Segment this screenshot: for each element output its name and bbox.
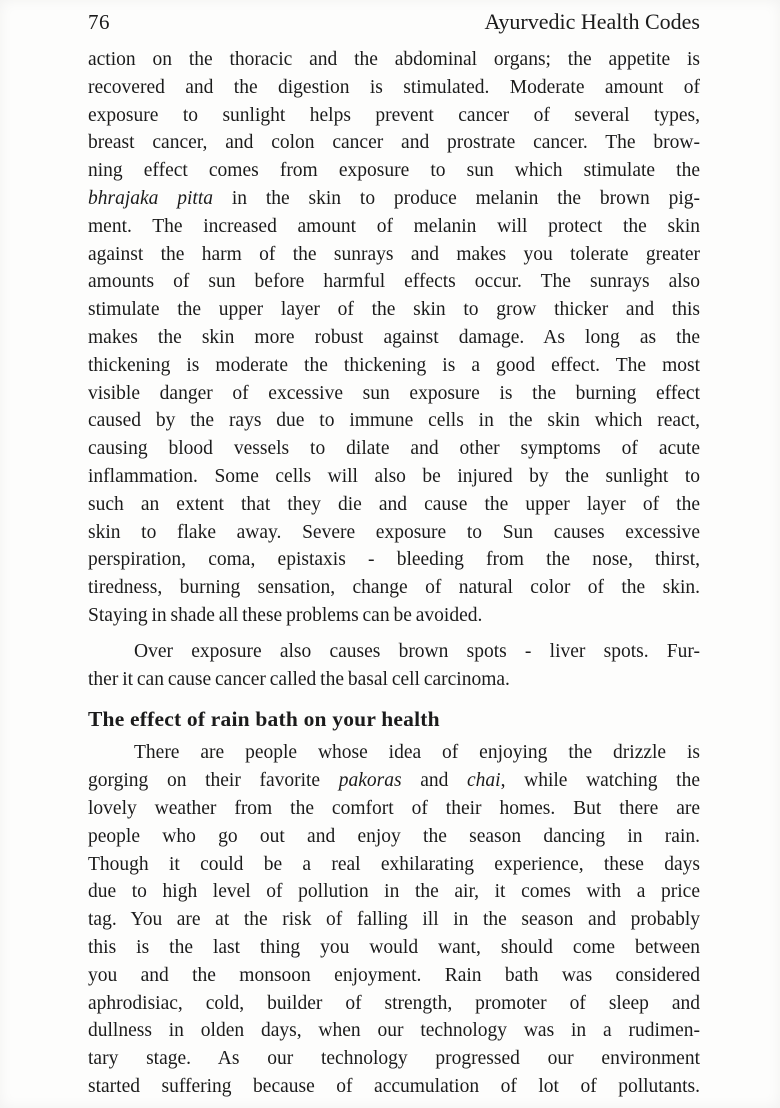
paragraph-over-exposure (88, 638, 700, 694)
text-line (88, 491, 700, 519)
text-run: gorging on their favorite (88, 770, 339, 792)
text-run: tag. You are at the risk of falling ill in the season and probably (88, 909, 700, 931)
text-line (88, 1017, 700, 1045)
text-line (88, 129, 700, 157)
text-run: exposure to sunlight helps prevent cancer of several types, (88, 104, 700, 126)
text-run: amounts of sun before harmful effects occur. The sunrays also (88, 271, 700, 293)
text-line (88, 666, 700, 694)
text-run: lovely weather from the comfort of their homes. But there are (88, 797, 700, 819)
text-run: tary stage. As our technology progressed our environment (88, 1048, 700, 1070)
text-line (88, 934, 700, 962)
text-run: makes the skin more robust against damage. As long as the (88, 326, 700, 348)
text-run: perspiration, coma, epistaxis - bleeding from the nose, thirst, (88, 549, 700, 571)
text-run: skin to flake away. Severe exposure to Sun causes excessive (88, 521, 700, 543)
text-run: aphrodisiac, cold, builder of strength, promoter of sleep and (88, 992, 700, 1014)
text-run: you and the monsoon enjoyment. Rain bath was considered (88, 964, 700, 986)
text-run: breast cancer, and colon cancer and prostrate cancer. The brow- (88, 132, 700, 154)
paragraph-rain-bath (88, 739, 700, 1100)
text-line (88, 739, 700, 767)
text-line (88, 268, 700, 296)
text-line (88, 878, 700, 906)
text-line (88, 851, 700, 879)
text-line (88, 638, 700, 666)
text-run: stimulate the upper layer of the skin to grow thicker and this (88, 299, 700, 321)
text-run: inflammation. Some cells will also be injured by the sunlight to (88, 465, 700, 487)
text-line (88, 795, 700, 823)
text-run: Staying in shade all these problems can be avoided. (88, 604, 483, 626)
text-line (88, 380, 700, 408)
text-line (88, 767, 700, 795)
text-line (88, 74, 700, 102)
text-line (88, 574, 700, 602)
text-line (88, 435, 700, 463)
text-run: causing blood vessels to dilate and other symptoms of acute (88, 438, 700, 460)
text-line (88, 407, 700, 435)
page-body (0, 35, 780, 1101)
running-title: Ayurvedic Health Codes (484, 9, 700, 34)
text-run: Though it could be a real exhilarating experience, these days (88, 853, 700, 875)
text-line (88, 602, 700, 630)
text-run: started suffering because of accumulation of lot of pollutants. (88, 1075, 700, 1097)
text-run: ther it can cause cancer called the basal cell carcinoma. (88, 668, 510, 690)
section-heading-rain-bath: The effect of rain bath on your health (88, 707, 440, 732)
page-number: 76 (88, 10, 110, 34)
text-run: caused by the rays due to immune cells in the skin which react, (88, 410, 700, 432)
text-run: against the harm of the sunrays and makes you tolerate greater (88, 243, 700, 265)
text-line (88, 157, 700, 185)
text-run: visible danger of excessive sun exposure is the burning effect (88, 382, 700, 404)
text-run: in the skin to produce melanin the brown pig- (213, 187, 700, 209)
text-line (88, 46, 700, 74)
text-line (88, 102, 700, 130)
text-line (88, 962, 700, 990)
text-run: recovered and the digestion is stimulated. Moderate amount of (88, 76, 700, 98)
text-run: and (401, 770, 468, 792)
text-line (88, 324, 700, 352)
text-line (88, 906, 700, 934)
text-line (88, 990, 700, 1018)
italic-term: pakoras (338, 770, 402, 792)
page-header (0, 0, 780, 35)
text-run: ning effect comes from exposure to sun which stimulate the (88, 160, 700, 182)
text-line (88, 296, 700, 324)
text-run: such an extent that they die and cause the upper layer of the (88, 493, 700, 515)
text-line (88, 546, 700, 574)
text-run: ment. The increased amount of melanin will protect the skin (88, 215, 700, 237)
text-run: due to high level of pollution in the air, it comes with a price (88, 881, 700, 903)
text-run: people who go out and enjoy the season dancing in rain. (88, 825, 700, 847)
italic-term: bhrajaka pitta (88, 187, 214, 209)
text-line (88, 463, 700, 491)
paragraph-sun-exposure-effects (88, 46, 700, 630)
italic-term: chai (467, 770, 501, 792)
text-run: this is the last thing you would want, should come between (88, 936, 700, 958)
text-run: dullness in olden days, when our technology was in a rudimen- (88, 1020, 700, 1042)
text-line (88, 352, 700, 380)
text-line (88, 519, 700, 547)
text-line (88, 185, 700, 213)
text-run: , while watching the (500, 770, 700, 792)
text-run: thickening is moderate the thickening is a good effect. The most (88, 354, 700, 376)
text-line (88, 1045, 700, 1073)
text-run: tiredness, burning sensation, change of natural color of the skin. (88, 577, 700, 599)
text-run: action on the thoracic and the abdominal organs; the appetite is (88, 49, 700, 70)
text-line (88, 823, 700, 851)
text-run: Over exposure also causes brown spots - liver spots. Fur- (134, 640, 700, 662)
text-run: There are people whose idea of enjoying the drizzle is (134, 742, 700, 764)
text-line (88, 1073, 700, 1101)
text-line (88, 213, 700, 241)
text-line (88, 241, 700, 269)
